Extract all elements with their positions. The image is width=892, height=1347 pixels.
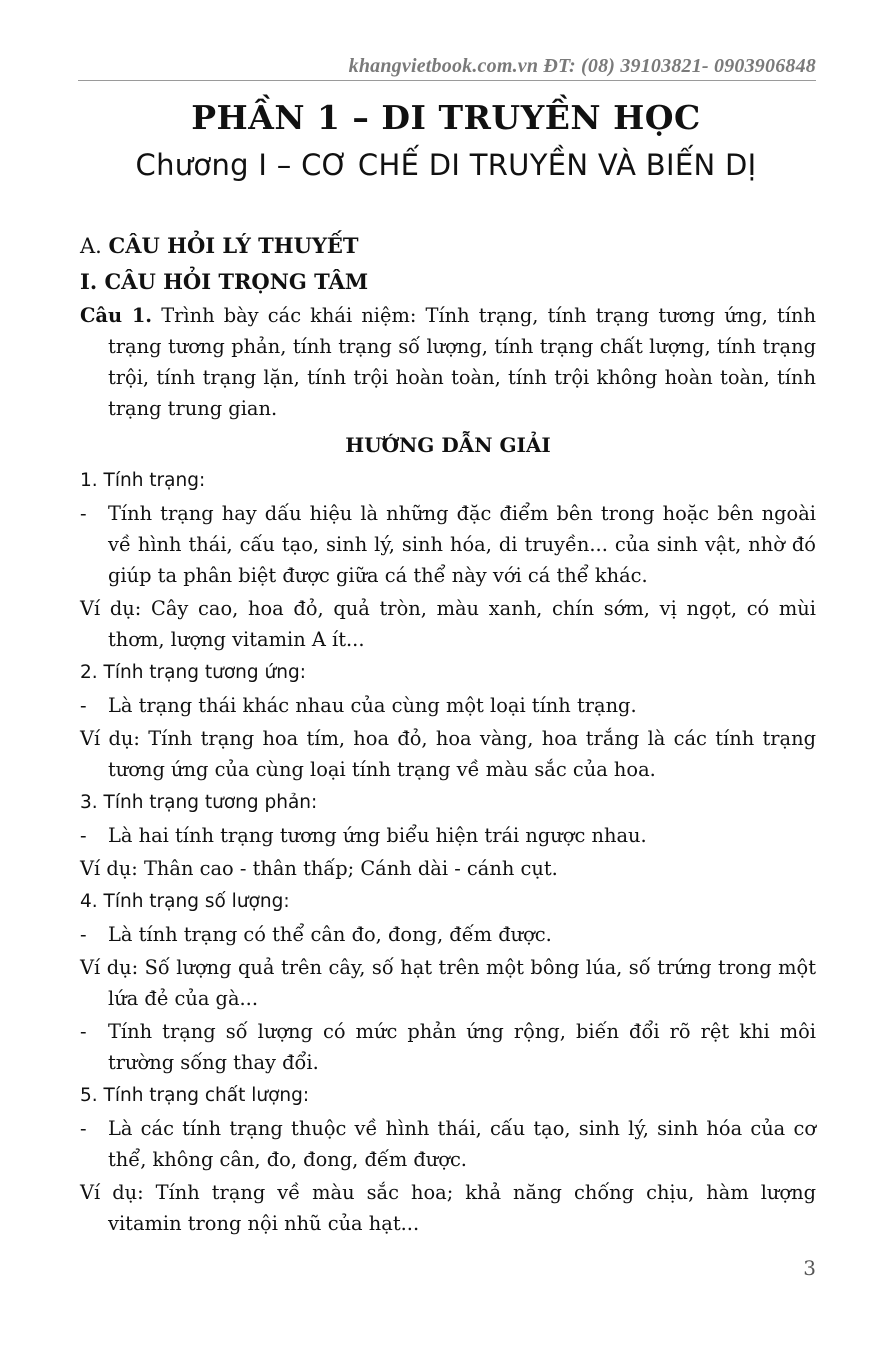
bullet-text: Tính trạng số lượng có mức phản ứng rộng, biến đổi rõ rệt khi môi trường sống thay đổi. xyxy=(108,1020,816,1074)
bullet-text: Là hai tính trạng tương ứng biểu hiện trái ngược nhau. xyxy=(108,824,647,847)
part-title: PHẦN 1 – DI TRUYỀN HỌC xyxy=(191,98,701,137)
bullet-text: Là các tính trạng thuộc về hình thái, cấu tạo, sinh lý, sinh hóa của cơ thể, không cân, đo, đong, đếm được. xyxy=(108,1117,816,1171)
bullet-text: Là trạng thái khác nhau của cùng một loại tính trạng. xyxy=(108,694,637,717)
bullet-point xyxy=(80,820,816,851)
answer-items xyxy=(80,465,816,1239)
bullet-point xyxy=(80,498,816,591)
question-1 xyxy=(80,300,816,424)
bullet-dash: - xyxy=(80,694,87,717)
example-paragraph: Ví dụ: Tính trạng về màu sắc hoa; khả năng chống chịu, hàm lượng vitamin trong nội nhũ của hạt... xyxy=(80,1181,816,1235)
item-heading: 5. Tính trạng chất lượng: xyxy=(80,1085,310,1106)
example-paragraph: Ví dụ: Số lượng quả trên cây, số hạt trên một bông lúa, số trứng trong một lứa đẻ của gà... xyxy=(80,956,816,1010)
chapter-title: Chương I – CƠ CHẾ DI TRUYỀN VÀ BIẾN DỊ xyxy=(135,148,757,182)
item-heading: 4. Tính trạng số lượng: xyxy=(80,891,290,912)
guide-heading: HƯỚNG DẪN GIẢI xyxy=(345,433,551,457)
page-content xyxy=(80,228,816,1239)
bullet-dash: - xyxy=(80,502,87,525)
bullet-point xyxy=(80,1113,816,1175)
bullet-text: Tính trạng hay dấu hiệu là những đặc điểm bên trong hoặc bên ngoài về hình thái, cấu tạo, sinh lý, sinh hóa, di truyền... của sinh vật, nhờ đó giúp ta phân biệt được giữa cá thể này với cá thể khác. xyxy=(108,502,816,587)
bullet-point xyxy=(80,919,816,950)
section-a-text: CÂU HỎI LÝ THUYẾT xyxy=(108,233,359,258)
example-paragraph: Ví dụ: Cây cao, hoa đỏ, quả tròn, màu xanh, chín sớm, vị ngọt, có mùi thơm, lượng vitamin A ít... xyxy=(80,597,816,651)
bullet-dash: - xyxy=(80,1117,87,1140)
bullet-dash: - xyxy=(80,1020,87,1043)
bullet-point xyxy=(80,1016,816,1078)
bullet-dash: - xyxy=(80,824,87,847)
section-a-heading xyxy=(80,228,816,264)
section-a-prefix: A. xyxy=(80,234,109,258)
example-paragraph: Ví dụ: Tính trạng hoa tím, hoa đỏ, hoa vàng, hoa trắng là các tính trạng tương ứng của cùng loại tính trạng về màu sắc của hoa. xyxy=(80,727,816,781)
page-header: khangvietbook.com.vn ĐT: (08) 39103821- 0903906848 xyxy=(348,55,816,77)
question-label: Câu 1. xyxy=(80,304,153,327)
page-number: 3 xyxy=(803,1256,816,1280)
bullet-point xyxy=(80,690,816,721)
bullet-text: Là tính trạng có thể cân đo, đong, đếm được. xyxy=(108,923,552,946)
item-heading: 3. Tính trạng tương phản: xyxy=(80,792,318,813)
header-divider xyxy=(78,80,816,81)
example-paragraph: Ví dụ: Thân cao - thân thấp; Cánh dài - cánh cụt. xyxy=(80,857,558,880)
item-heading: 1. Tính trạng: xyxy=(80,470,206,491)
section-i-heading: I. CÂU HỎI TRỌNG TÂM xyxy=(80,269,369,294)
item-heading: 2. Tính trạng tương ứng: xyxy=(80,662,306,683)
question-text: Trình bày các khái niệm: Tính trạng, tính trạng tương ứng, tính trạng tương phản, tính trạng số lượng, tính trạng chất lượng, tính trạng trội, tính trạng lặn, tính trội hoàn toàn, tính trội không hoàn toàn, tính trạng trung gian. xyxy=(108,304,816,420)
bullet-dash: - xyxy=(80,923,87,946)
